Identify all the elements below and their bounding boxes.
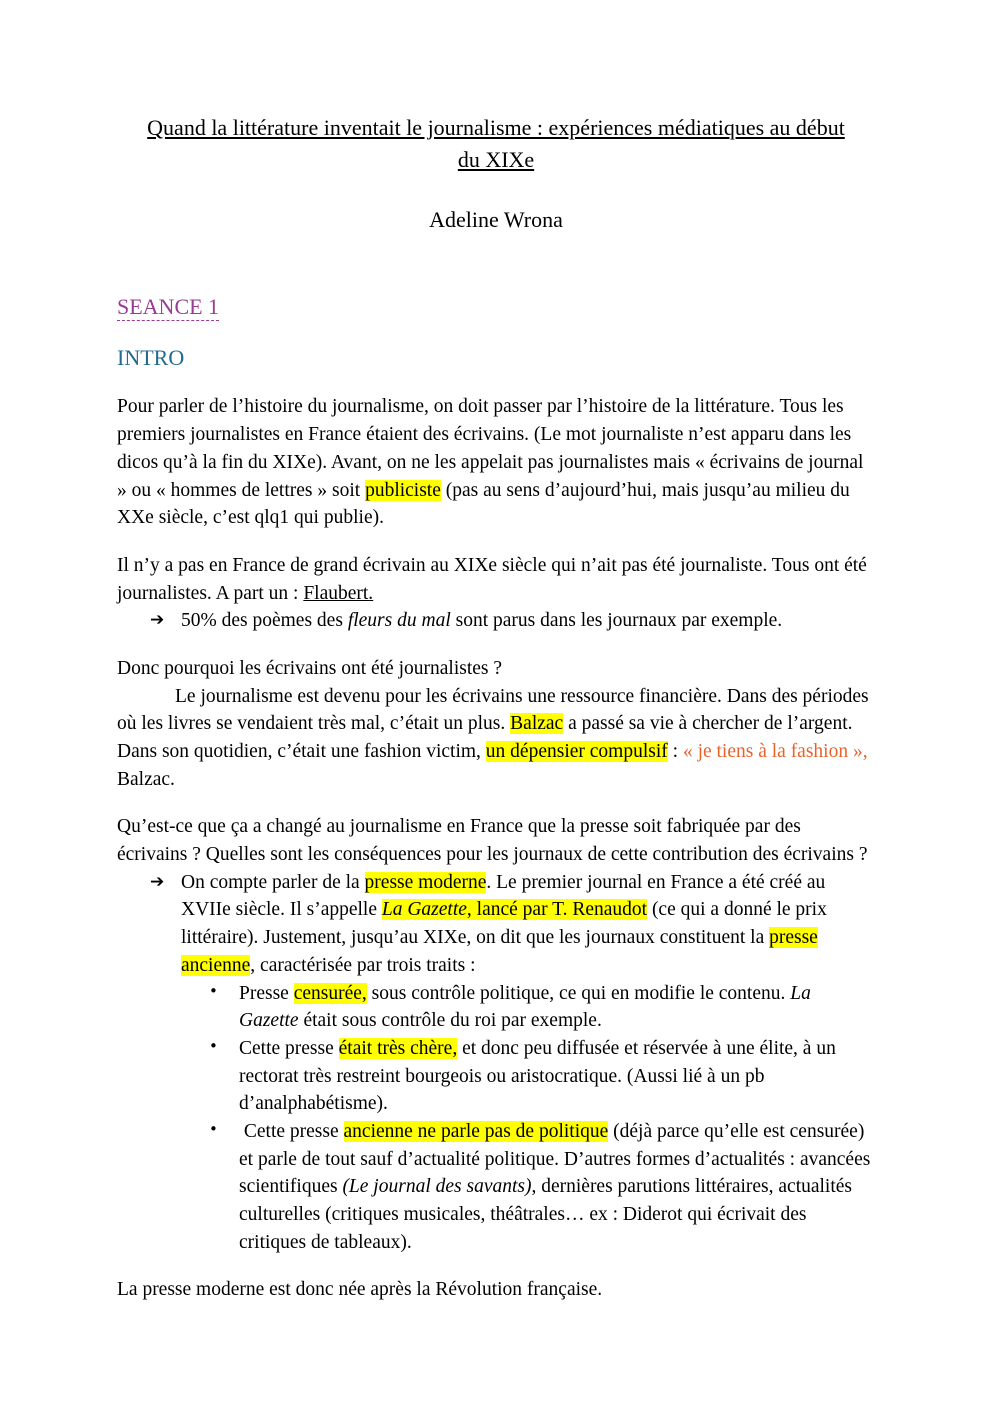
list-item <box>117 980 875 1035</box>
bullet2-segment-1: On compte parler de la <box>181 871 365 893</box>
arrow-right-icon: ➔ <box>150 610 165 631</box>
p1-segment-1: Pour parler de l’histoire du journalisme, on doit passer par l’histoire de la littérature. Tous les premiers journalistes en France étaient des écrivains. (Le mot journaliste n’est apparu dans les dicos qu’à la fin du XIXe). Avant, on ne les appelait pas journalistes mais « écrivains de journal » ou « hommes de lettres » soit <box>117 396 864 501</box>
p2-underline-flaubert: Flaubert. <box>303 582 374 604</box>
bullet2-highlight-presse-moderne: presse moderne <box>364 871 487 893</box>
sub3-segment-3: , dernières parutions littéraires, actualités culturelles (critiques musicales, théâtrales… ex : Diderot qui écrivait des critiques de tableaux). <box>239 1176 853 1253</box>
page-title <box>117 112 875 176</box>
sub1-segment-3: était sous contrôle du roi par exemple. <box>298 1010 602 1032</box>
list-item <box>117 869 875 980</box>
sub1-segment-1: Presse <box>239 982 294 1004</box>
p6-segment-1: La presse moderne est donc née après la Révolution française. <box>117 1279 603 1301</box>
bullet2-highlight-italic-la-gazette: La Gazette <box>381 899 467 921</box>
paragraph-3 <box>117 655 875 683</box>
page-title-line-1: Quand la littérature inventait le journalisme : expériences médiatiques au début <box>147 115 845 140</box>
p4-segment-2: a passé sa vie à chercher de l’argent. Dans son quotidien, c’était une fashion victim, <box>117 713 853 763</box>
sub3-italic-le-journal-des-savants: (Le journal des savants) <box>342 1176 532 1198</box>
paragraph-6 <box>117 1276 875 1304</box>
bullet1-italic-fleurs-du-mal: fleurs du mal <box>347 610 451 632</box>
bullet2-highlight-presse-ancienne: presse ancienne <box>181 927 818 976</box>
p5-segment-1: Qu’est-ce que ça a changé au journalisme en France que la presse soit fabriquée par des écrivains ? Quelles sont les conséquences pour les journaux de cette contribution des écrivains ? <box>117 816 868 866</box>
dot-bullet-icon: • <box>209 1036 218 1055</box>
bullet2-segment-2: . Le premier journal en France a été créé au XVIIe siècle. Il s’appelle <box>181 871 826 921</box>
p1-highlight-publiciste: publiciste <box>365 479 441 501</box>
author-name: Adeline Wrona <box>429 206 563 232</box>
sub1-segment-2: sous contrôle politique, ce qui en modifie le contenu. <box>366 982 791 1004</box>
p1-segment-2: (pas au sens d’aujourd’hui, mais jusqu’au milieu du XXe siècle, c’est qlq1 qui publie). <box>117 479 850 529</box>
p4-highlight-depensier-compulsif: un dépensier compulsif <box>485 741 668 763</box>
p4-segment-3: : <box>667 741 683 763</box>
list-item <box>117 1035 875 1118</box>
sub2-segment-2: et donc peu diffusée et réservée à une élite, à un rectorat très restreint bourgeois ou aristocratique. (Aussi lié à un pb d’analphabétisme). <box>239 1037 836 1115</box>
bullet2-segment-3: (ce qui a donné le prix littéraire). Justement, jusqu’au XIXe, on dit que les journaux constituent la <box>181 899 827 949</box>
bullet2-highlight-renaudot: , lancé par T. Renaudot <box>466 899 648 921</box>
arrow-bullet-list-2 <box>117 869 875 980</box>
bullet1-segment-1: 50% des poèmes des <box>181 610 348 632</box>
p4-highlight-balzac: Balzac <box>510 713 564 735</box>
sub1-highlight-censuree: censurée, <box>293 982 367 1004</box>
p3-segment-1: Donc pourquoi les écrivains ont été journalistes ? <box>117 657 503 679</box>
sub2-highlight-etait-tres-chere: était très chère, <box>338 1037 458 1059</box>
heading-intro: INTRO <box>117 345 185 371</box>
list-item <box>117 607 875 635</box>
bullet1-segment-2: sont parus dans les journaux par exemple. <box>450 610 783 632</box>
p4-segment-1: Le journalisme est devenu pour les écrivains une ressource financière. Dans des périodes où les livres se vendaient très mal, c’était un plus. <box>117 685 869 735</box>
sub3-highlight-ancienne-ne-parle-pas-de-politique: ancienne ne parle pas de politique <box>343 1120 609 1142</box>
sub2-segment-1: Cette presse <box>239 1037 339 1059</box>
sub1-italic-la-gazette: La Gazette <box>239 982 811 1032</box>
heading-seance-1 <box>117 291 875 322</box>
p4-segment-4: Balzac. <box>117 768 175 790</box>
paragraph-4 <box>117 683 875 794</box>
paragraph-5 <box>117 813 875 868</box>
list-item <box>117 1118 875 1256</box>
bullet2-segment-4: , caractérisée par trois traits : <box>250 954 476 976</box>
sub3-segment-1: Cette presse <box>243 1120 344 1142</box>
dot-bullet-list <box>117 980 875 1257</box>
sub3-segment-2: (déjà parce qu’elle est censurée) et parle de tout sauf d’actualité politique. D’autres formes d’actualités : avancées scientifiques <box>239 1120 871 1198</box>
paragraph-2 <box>117 552 875 607</box>
heading-seance-1-label: SEANCE 1 <box>117 294 220 320</box>
arrow-bullet-list-1 <box>117 607 875 635</box>
dot-bullet-icon: • <box>209 1119 218 1138</box>
paragraph-1 <box>117 393 875 531</box>
p4-orange-quote: « je tiens à la fashion », <box>682 741 868 763</box>
dot-bullet-icon: • <box>209 981 218 1000</box>
page-title-line-2: du XIXe <box>457 146 535 172</box>
p2-segment-1: Il n’y a pas en France de grand écrivain au XIXe siècle qui n’ait pas été journaliste. Tous ont été journalistes. A part un : <box>117 554 867 604</box>
arrow-right-icon: ➔ <box>150 871 165 892</box>
